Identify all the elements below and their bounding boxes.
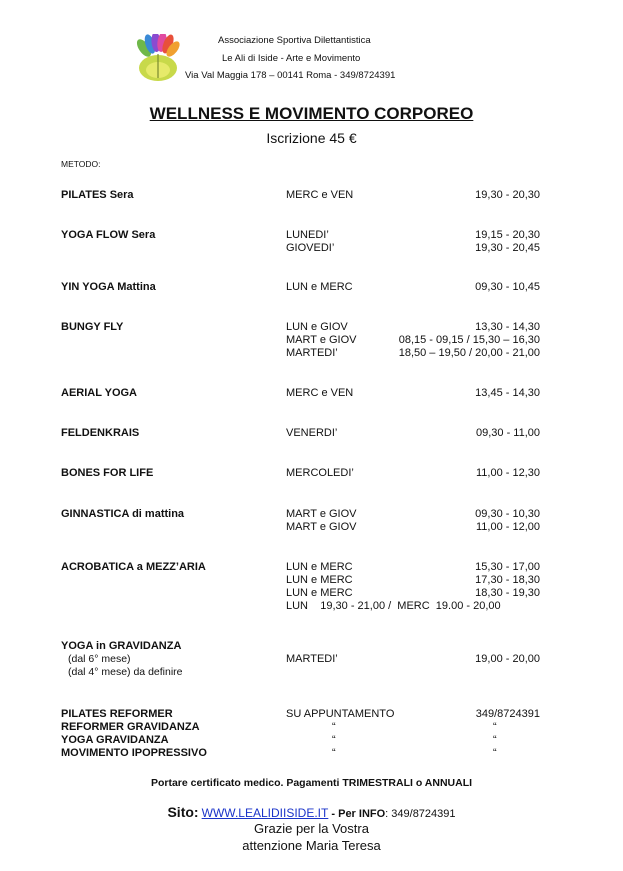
course-aerial-time: 13,45 - 14,30: [475, 387, 540, 399]
appointment-label: SU APPUNTAMENTO: [286, 708, 395, 720]
course-gravidanza-sub-1: (dal 6° mese): [68, 653, 131, 665]
appointment-item: REFORMER GRAVIDANZA: [61, 721, 200, 733]
course-bungy-time-2: 08,15 - 09,15 / 15,30 – 16,30: [398, 334, 540, 346]
appointment-item: MOVIMENTO IPOPRESSIVO: [61, 747, 207, 759]
course-acrobatica-time-3: 18,30 - 19,30: [475, 587, 540, 599]
page-title: WELLNESS E MOVIMENTO CORPOREO: [149, 104, 474, 123]
thanks-line-2: attenzione Maria Teresa: [242, 838, 381, 853]
page-subtitle: Iscrizione 45 €: [266, 130, 357, 146]
course-pilates-time: 19,30 - 20,30: [475, 189, 540, 201]
course-yinyoga-time: 09,30 - 10,45: [475, 281, 540, 293]
course-yogaflow-days-1: LUNEDI’: [286, 229, 329, 241]
method-label: METODO:: [61, 159, 101, 169]
org-line-1: Associazione Sportiva Dilettantistica: [218, 35, 371, 46]
site-link[interactable]: WWW.LEALIDIISIDE.IT: [201, 806, 329, 820]
appointment-item: YOGA GRAVIDANZA: [61, 734, 169, 746]
thanks-line-1: Grazie per la Vostra: [254, 821, 369, 836]
ditto-mark: “: [332, 734, 336, 746]
footer-note: Portare certificato medico. Pagamenti TRIMESTRALI o ANNUALI: [150, 777, 473, 789]
course-acrobatica-line-4: LUN 19,30 - 21,00 / MERC 19.00 - 20,00: [286, 600, 501, 612]
ditto-mark: “: [493, 734, 497, 746]
page-title-wrap: [0, 104, 623, 124]
course-yogaflow-name: YOGA FLOW Sera: [61, 229, 156, 241]
course-feldenkrais-time: 09,30 - 11,00: [475, 427, 540, 439]
course-acrobatica-days-3: LUN e MERC: [286, 587, 353, 599]
course-yogaflow-time-2: 19,30 - 20,45: [475, 242, 540, 254]
course-bones-name: BONES FOR LIFE: [61, 467, 154, 479]
course-yinyoga-days: LUN e MERC: [286, 281, 353, 293]
ditto-mark: “: [332, 747, 336, 759]
course-acrobatica-days-2: LUN e MERC: [286, 574, 353, 586]
course-yogaflow-time-1: 19,15 - 20,30: [475, 229, 540, 241]
course-bones-days: MERCOLEDI’: [286, 467, 354, 479]
course-aerial-days: MERC e VEN: [286, 387, 354, 399]
course-ginnastica-name: GINNASTICA di mattina: [61, 508, 185, 520]
appointment-item: PILATES REFORMER: [61, 708, 173, 720]
ditto-mark: “: [332, 721, 336, 733]
org-address: Via Val Maggia 178 – 00141 Roma - 349/8724391: [185, 70, 396, 81]
footer-site-line: [0, 804, 623, 820]
course-pilates-days: MERC e VEN: [286, 189, 354, 201]
org-line-2: Le Ali di Iside - Arte e Movimento: [222, 53, 361, 64]
info-label: - Per INFO: [328, 808, 386, 820]
course-acrobatica-days-1: LUN e MERC: [286, 561, 353, 573]
course-gravidanza-time: 19,00 - 20,00: [475, 653, 540, 665]
course-gravidanza-name: YOGA in GRAVIDANZA: [61, 640, 182, 652]
logo-image: [134, 34, 182, 84]
course-ginnastica-days-2: MART e GIOV: [286, 521, 357, 533]
course-bungy-days-1: LUN e GIOV: [286, 321, 348, 333]
ditto-mark: “: [493, 721, 497, 733]
course-feldenkrais-name: FELDENKRAIS: [61, 427, 140, 439]
course-bones-time: 11,00 - 12,30: [475, 467, 540, 479]
course-bungy-name: BUNGY FLY: [61, 321, 124, 333]
course-acrobatica-name: ACROBATICA a MEZZ’ARIA: [61, 561, 206, 573]
appointment-phone: 349/8724391: [475, 708, 540, 720]
course-bungy-time-1: 13,30 - 14,30: [475, 321, 540, 333]
course-acrobatica-time-1: 15,30 - 17,00: [475, 561, 540, 573]
course-aerial-name: AERIAL YOGA: [61, 387, 137, 399]
course-pilates-name: PILATES Sera: [61, 189, 134, 201]
info-phone: : 349/8724391: [385, 808, 456, 820]
course-ginnastica-time-2: 11,00 - 12,00: [475, 521, 540, 533]
course-gravidanza-sub-2: (dal 4° mese) da definire: [68, 666, 183, 678]
course-bungy-days-2: MART e GIOV: [286, 334, 357, 346]
course-gravidanza-days: MARTEDI’: [286, 653, 338, 665]
course-bungy-days-3: MARTEDI’: [286, 347, 338, 359]
course-feldenkrais-days: VENERDI’: [286, 427, 338, 439]
course-ginnastica-time-1: 09,30 - 10,30: [475, 508, 540, 520]
site-label: Sito:: [167, 804, 199, 820]
course-bungy-time-3: 18,50 – 19,50 / 20,00 - 21,00: [398, 347, 540, 359]
course-yinyoga-name: YIN YOGA Mattina: [61, 281, 156, 293]
course-yogaflow-days-2: GIOVEDI’: [286, 242, 335, 254]
ditto-mark: “: [493, 747, 497, 759]
course-ginnastica-days-1: MART e GIOV: [286, 508, 357, 520]
course-acrobatica-time-2: 17,30 - 18,30: [475, 574, 540, 586]
